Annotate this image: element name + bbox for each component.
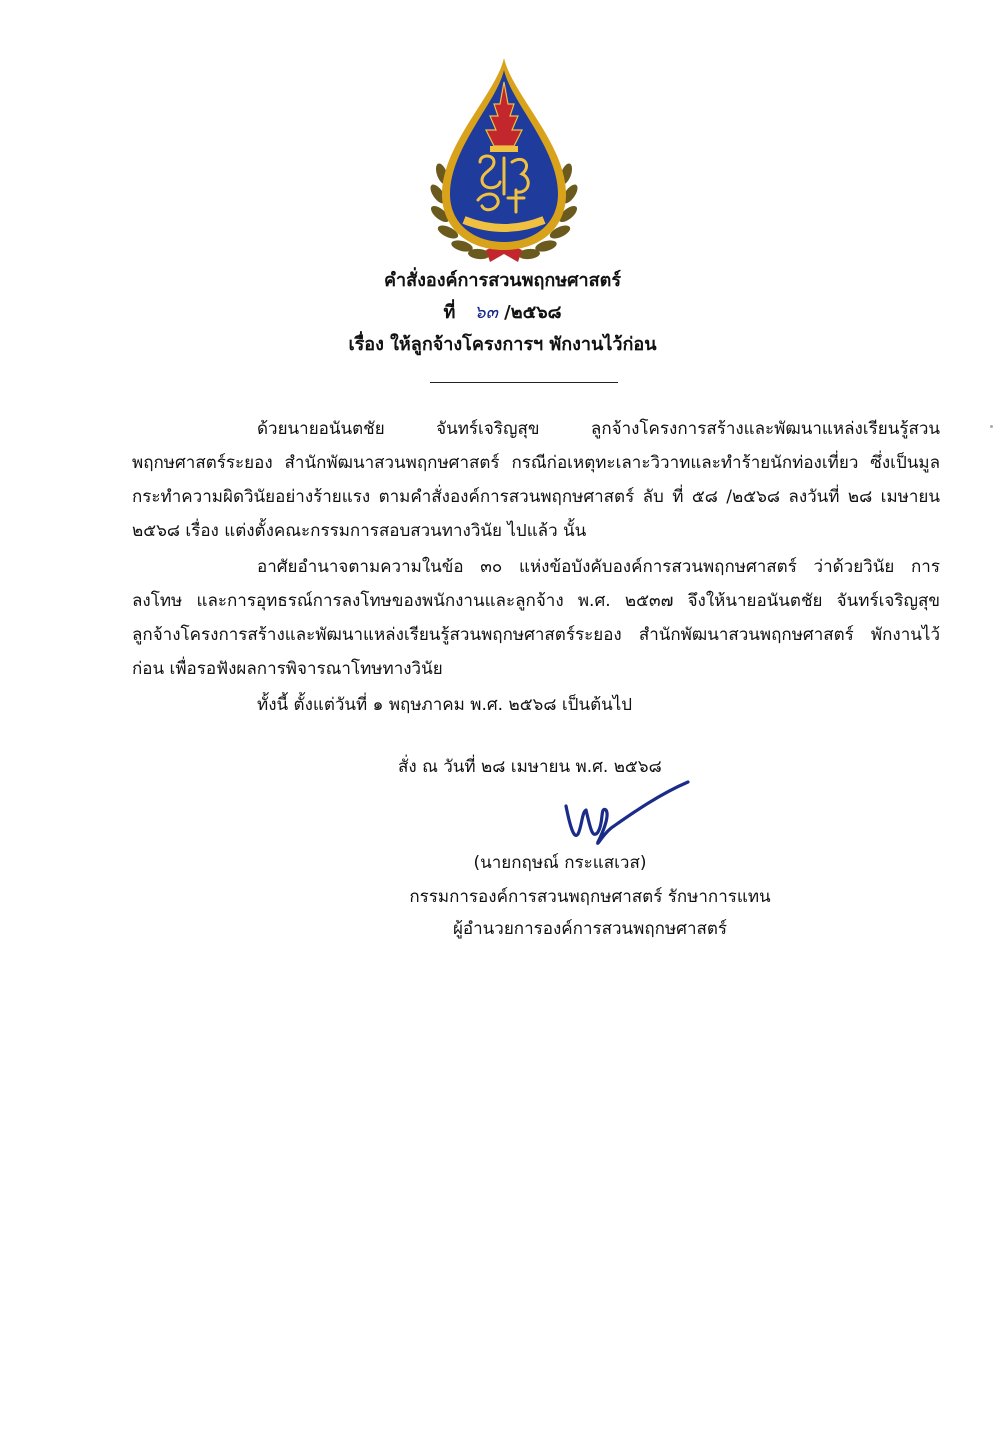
signer-name: (นายกฤษณ์ กระแสเวส) xyxy=(473,853,647,873)
scan-speck xyxy=(990,425,993,428)
zpo-seal-logo xyxy=(424,54,584,264)
body-paragraph-2: อาศัยอำนาจตามความในข้อ ๓๐ แห่งข้อบังคับองค์การสวนพฤกษศาสตร์ ว่าด้วยวินัย การลงโทษ และการอุทธรณ์การลงโทษของพนักงานและลูกจ้าง พ.ศ. ๒๕๓๗ จึงให้นายอนันตชัย จันทร์เจริญสุข ลูกจ้างโครงการสร้างและพัฒนาแหล่งเรียนรู้สวนพฤกษศาสตร์ระยอง สำนักพัฒนาสวนพฤกษศาสตร์ พักงานไว้ก่อน เพื่อรอฟังผลการพิจารณาโทษทางวินัย xyxy=(132,557,940,679)
order-number-suffix: /๒๕๖๘ xyxy=(504,302,562,323)
signer-position-1: กรรมการองค์การสวนพฤกษศาสตร์ รักษาการแทน xyxy=(409,887,771,907)
body-paragraph-3: ทั้งนี้ ตั้งแต่วันที่ ๑ พฤษภาคม พ.ศ. ๒๕๖๘ เป็นต้นไป xyxy=(257,695,633,715)
order-number-prefix: ที่ xyxy=(443,302,456,323)
order-number-handwritten: ๖๓ xyxy=(474,302,498,323)
order-subject: เรื่อง ให้ลูกจ้างโครงการฯ พักงานไว้ก่อน xyxy=(348,334,657,355)
order-number xyxy=(250,300,755,326)
body-paragraph-1: ด้วยนายอนันตชัย จันทร์เจริญสุข ลูกจ้างโครงการสร้างและพัฒนาแหล่งเรียนรู้สวนพฤกษศาสตร์ระยอง สำนักพัฒนาสวนพฤกษศาสตร์ กรณีก่อเหตุทะเลาะวิวาทและทำร้ายนักท่องเที่ยว ซึ่งเป็นมูลกระทำความผิดวินัยอย่างร้ายแรง ตามคำสั่งองค์การสวนพฤกษศาสตร์ ลับ ที่ ๕๘ /๒๕๖๘ ลงวันที่ ๒๘ เมษายน ๒๕๖๘ เรื่อง แต่งตั้งคณะกรรมการสอบสวนทางวินัย ไปแล้ว นั้น xyxy=(132,419,940,541)
order-title: คำสั่งองค์การสวนพฤกษศาสตร์ xyxy=(383,270,622,291)
signer-position-2: ผู้อำนวยการองค์การสวนพฤกษศาสตร์ xyxy=(452,919,728,939)
order-date: สั่ง ณ วันที่ ๒๘ เมษายน พ.ศ. ๒๕๖๘ xyxy=(398,757,662,777)
handwritten-signature xyxy=(556,776,696,856)
heading-divider xyxy=(430,382,618,383)
